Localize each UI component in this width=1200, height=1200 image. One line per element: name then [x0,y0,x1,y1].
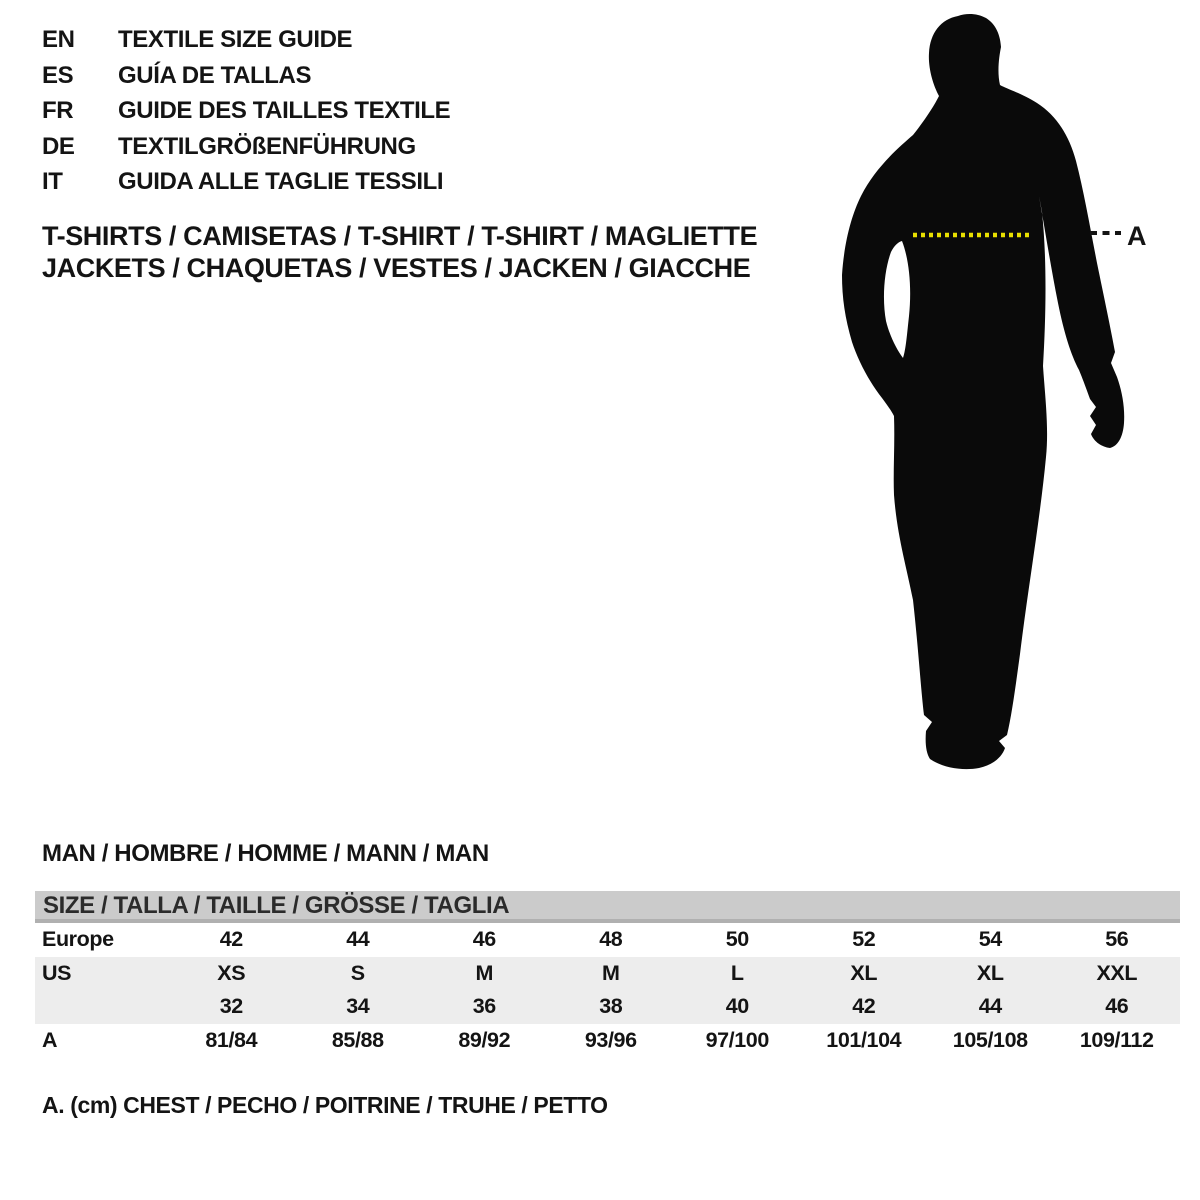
size-value-cell: 46 [1105,994,1129,1018]
language-code: DE [42,132,75,160]
size-value-cell: 46 [472,927,496,951]
language-label: GUÍA DE TALLAS [118,61,312,89]
size-value-cell: 105/108 [952,1027,1028,1052]
measure-label-a: A [1127,221,1147,251]
size-value-cell: 50 [725,927,749,951]
size-value-cell: 81/84 [205,1027,258,1052]
size-value-cell: 44 [978,994,1002,1018]
size-value-cell: 54 [978,927,1002,951]
size-value-cell: 42 [852,994,876,1018]
size-value-cell: 34 [346,994,370,1018]
size-value-cell: XS [217,960,246,985]
language-guide [42,22,450,200]
size-value-cell: M [601,960,620,985]
row-label: A [42,1027,58,1052]
table-row [35,923,1180,957]
language-code: IT [42,168,63,195]
language-code: EN [42,26,75,53]
size-value-cell: 85/88 [331,1027,384,1052]
size-table-header: SIZE / TALLA / TAILLE / GRÖSSE / TAGLIA [35,891,1180,923]
size-value-cell: XL [850,960,878,985]
language-guide-row [42,22,450,58]
size-value-cell: 32 [219,994,243,1018]
size-value-cell: 44 [346,927,370,951]
size-table-body [35,923,1180,1057]
measure-footnote: A. (cm) CHEST / PECHO / POITRINE / TRUHE / PETTO [42,1092,608,1118]
language-label: GUIDA ALLE TAGLIE TESSILI [118,168,444,195]
size-value-cell: L [730,960,744,985]
language-guide-row [42,164,450,200]
row-label [35,990,168,1024]
size-value-cell: 56 [1105,927,1129,951]
language-guide-row [42,129,450,165]
man-silhouette-svg [820,0,1200,800]
language-label: TEXTILE SIZE GUIDE [118,26,353,53]
size-table [35,891,1180,1057]
man-figure [820,0,1200,800]
category-line-tshirts: T-SHIRTS / CAMISETAS / T-SHIRT / T-SHIRT / MAGLIETTE [42,221,758,251]
category-lines [42,220,757,284]
section-title-man: MAN / HOMBRE / HOMME / MANN / MAN [42,840,489,867]
size-value-cell: XXL [1096,960,1138,985]
category-line-jackets: JACKETS / CHAQUETAS / VESTES / JACKEN / GIACCHE [42,253,751,283]
size-value-cell: 42 [219,927,243,951]
table-row [35,957,1180,991]
man-silhouette [842,14,1124,769]
table-row [35,990,1180,1024]
size-value-cell: 93/96 [584,1027,637,1052]
language-guide-row [42,58,450,94]
size-value-cell: 52 [852,927,876,951]
size-value-cell: 36 [472,994,496,1018]
language-guide-row [42,93,450,129]
language-label: TEXTILGRÖßENFÜHRUNG [118,132,416,160]
language-code: ES [42,61,74,89]
size-value-cell: 40 [725,994,749,1018]
size-value-cell: 48 [599,927,623,951]
size-value-cell: S [350,960,365,985]
size-value-cell: 89/92 [458,1027,511,1052]
language-label: GUIDE DES TAILLES TEXTILE [118,97,451,124]
size-value-cell: 97/100 [705,1027,769,1052]
row-label: Europe [42,927,114,951]
size-value-cell: 101/104 [826,1027,902,1052]
size-value-cell: XL [976,960,1004,985]
size-value-cell: 38 [599,994,623,1018]
row-label: US [42,960,72,985]
table-row [35,1024,1180,1058]
language-code: FR [42,97,74,124]
size-value-cell: 109/112 [1079,1027,1154,1052]
size-value-cell: M [475,960,493,985]
